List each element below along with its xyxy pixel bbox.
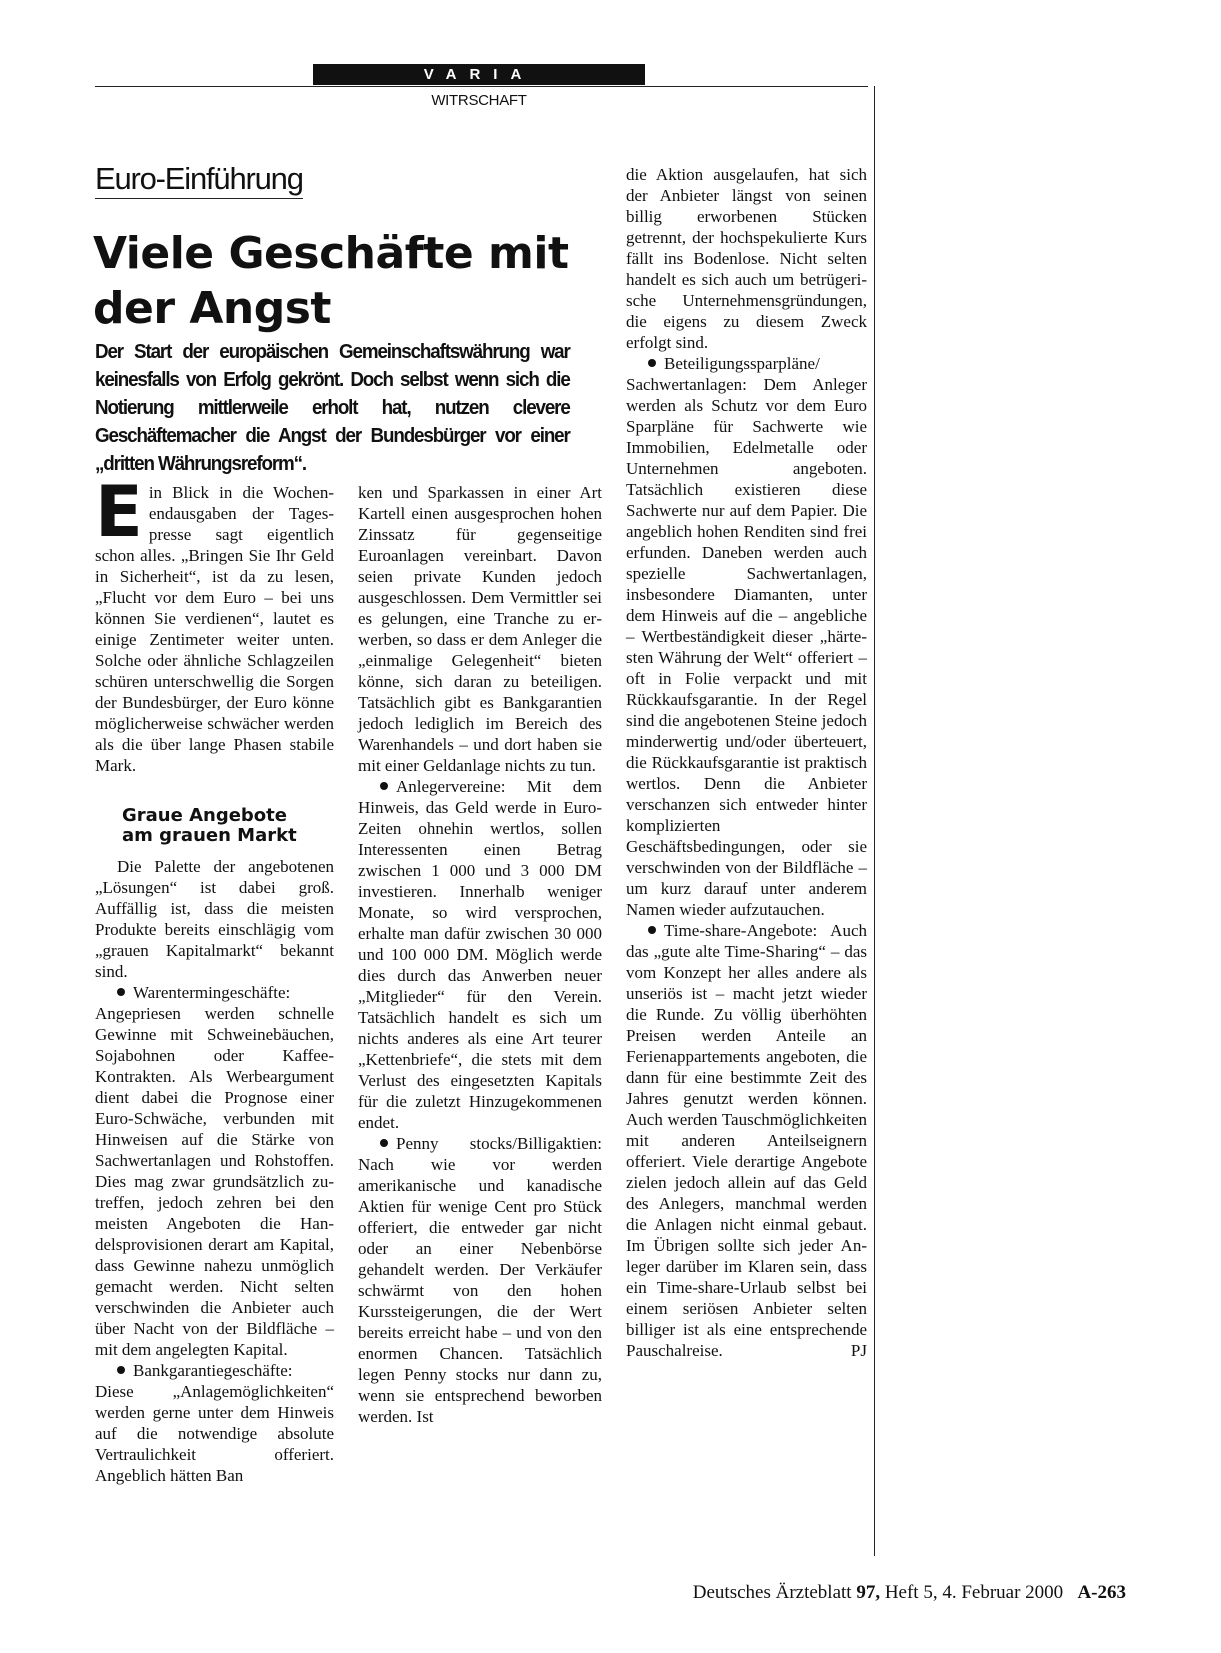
bullet-icon (648, 359, 656, 367)
bullet-icon (380, 782, 388, 790)
page-footer (656, 1582, 1126, 1604)
journal-name: Deutsches Ärzteblatt (692, 1582, 852, 1603)
subheading-line-1: Graue Angebote (122, 805, 287, 826)
article-lead: Der Start der europäischen Gemeinschaftswährung war keinesfalls von Erfolg gekrönt. Doch selbst wenn sich die Notierung mittlerweile erholt hat, nutzen clevere Geschäftemacher die Angst der Bundesbürger vor einer „dritten Währungsreform“. (95, 341, 570, 475)
headline-line-2: der Angst (93, 283, 331, 334)
text-column-2 (358, 482, 602, 1427)
bullet-icon (380, 1139, 388, 1147)
bullet-item (95, 982, 334, 1360)
paragraph: ken und Sparkassen in einer Art Kartell einen ausgesprochen hohen Zinssatz für gegenseitige Euroanlagen vereinbart. Davon seien private Kunden jedoch ausgeschlossen. Dem Vermittler sei es gelungen, eine Tranche zu erwerben, so dass er dem Anleger die „einmalige Gelegenheit“ bieten könne, sich daran zu beteiligen. Tatsächlich gibt es Bankgarantien jedoch lediglich im Bereich des Warenhandels – und dort haben sie mit einer Geldanlage nichts zu tun. (358, 483, 602, 775)
bullet-item (358, 1133, 602, 1427)
subheading-line-2: am grauen Markt (122, 825, 297, 846)
bullet-text: Warentermingeschäfte: Angepriesen werden schnelle Gewinne mit Schweinebäuchen, Sojabohnen oder Kaffee-Kontrakten. Als Werbeargument dient dabei die Prognose einer Euro-Schwäche, verbunden mit Hinweisen auf die Stärke von Sachwertanlagen und Rohstoffen. Dies mag zwar grundsätzlich zutreffen, jedoch zehren bei den meisten Angeboten die Handelsprovisionen derart am Kapital, dass Gewinne nahezu unmöglich gemacht werden. Nicht selten verschwinden die Anbieter auch über Nacht von der Bildfläche – mit dem angelegten Kapital. (95, 983, 334, 1359)
intro-text: in Blick in die Wochenendausgaben der Tagespresse sagt eigentlich schon alles. „Bringen Sie Ihr Geld in Sicherheit“, ist da zu lesen, „Flucht vor dem Euro – bei uns können Sie verdienen“, lautet es einige Zentimeter weiter unten. Solche oder ähnliche Schlagzeilen schüren unterschwellig die Sorgen der Bundesbürger, der Euro könne möglicherweise schwächer werden als die über lange Phasen stabile Mark. (95, 483, 334, 775)
bullet-text: Bankgarantiegeschäfte: Diese „Anlagemöglichkeiten“ werden gerne unter dem Hinweis auf die notwendige absolute Vertraulichkeit offeriert. Angeblich hätten Ban (95, 1361, 334, 1485)
text-column-3 (626, 164, 867, 1361)
journal-volume: 97, (856, 1582, 881, 1603)
column-rule (874, 86, 875, 1556)
section-band: VARIA (313, 64, 645, 85)
bullet-item (95, 1360, 334, 1486)
section-label: WITRSCHAFT (431, 92, 527, 109)
article-topic: Euro-Einführung (95, 162, 303, 199)
author-signature: PJ (850, 1341, 867, 1360)
header-rule (95, 86, 868, 87)
drop-cap: E (95, 471, 143, 553)
bullet-icon (648, 926, 656, 934)
bullet-text: Beteiligungssparpläne/ Sachwertanlagen: Dem Anleger werden als Schutz vor dem Euro Sparpläne für Sachwerte wie Immobilien, Edelmetalle oder Unternehmen angeboten. Tatsächlich existieren diese Sachwerte nur auf dem Papier. Die angeblich hohen Renditen sind frei erfunden. Daneben werden auch spezielle Sachwertanlagen, insbesondere Diamanten, unter dem Hinweis auf die – angebliche – Wertbeständigkeit dieser „härtesten Währung der Welt“ offeriert – oft in Folie verpackt und mit Rückkaufsgarantie. In der Regel sind die angebotenen Steine jedoch minderwertig und/oder überteuert, die Rückkaufsgarantie ist praktisch wertlos. Denn die Anbieter verschanzen sich entweder hinter komplizierten Geschäftsbedingungen, oder sie verschwinden von der Bildfläche – um kurz darauf unter anderem Namen wieder aufzutauchen. (626, 354, 867, 919)
headline-line-1: Viele Geschäfte mit (93, 228, 569, 279)
bullet-icon (117, 988, 125, 996)
bullet-item (626, 920, 867, 1361)
bullet-icon (117, 1366, 125, 1374)
bullet-text: Anlegervereine: Mit dem Hinweis, das Geld werde in Euro-Zeiten ohnehin wertlos, sollen Interessenten einen Betrag zwischen 1 000 und 3 000 DM investieren. Innerhalb weniger Monate, so wird versprochen, erhalte man dafür zwischen 30 000 und 100 000 DM. Möglich werde dies durch das Anwerben neuer „Mitglieder“ für den Verein. Tatsächlich handelt es sich um nichts anderes als eine Art teurer „Kettenbriefe“, die stets mit dem Verlust des eingesetzten Kapitals für die zuletzt Hinzugekommenen endet. (358, 777, 602, 1132)
paragraph: die Aktion ausgelaufen, hat sich der Anbieter längst von seinen billig erworbenen Stücken getrennt, der hochspekulierte Kurs fällt ins Bodenlose. Nicht selten handelt es sich auch um betrügerische Unternehmensgründungen, die eigens zu diesem Zweck erfolgt sind. (626, 165, 867, 352)
subheading (122, 806, 334, 846)
intro-paragraph (95, 471, 334, 776)
text-column-1 (95, 471, 334, 1486)
bullet-text: Penny stocks/Billigaktien: Nach wie vor werden amerikanische und kanadische Aktien für wenige Cent pro Stück offeriert, die entweder gar nicht oder an einer Nebenbörse gehandelt werden. Der Verkäufer schwärmt von den hohen Kurssteigerungen, die der Wert bereits erreicht habe – und von den enormen Chancen. Tatsächlich legen Penny stocks nur dann zu, wenn sie entsprechend beworben werden. Ist (358, 1134, 602, 1426)
bullet-item (626, 353, 867, 920)
page-number: A-263 (1077, 1582, 1126, 1603)
issue-info: Heft 5, 4. Februar 2000 (884, 1582, 1064, 1603)
bullet-item (358, 776, 602, 1133)
bullet-text: Time-share-Angebote: Auch das „gute alte Time-Sharing“ – das vom Konzept her alles andere als unseriös ist – macht jetzt wieder die Runde. Zu völlig überhöhten Preisen werden Anteile an Ferienappartements angeboten, die dann für eine bestimmte Zeit des Jahres genutzt werden können. Auch werden Tauschmöglichkeiten mit anderen Anteilseignern offeriert. Viele derartige Angebote zielen jedoch allein auf das Geld des Anlegers, manchmal werden die Anlagen nicht einmal gebaut. Im Übrigen sollte sich jeder Anleger darüber im Klaren sein, dass ein Time-share-Urlaub selbst bei einem seriösen Anbieter selten billiger ist als eine entsprechende Pauschalreise. (626, 921, 867, 1360)
article-headline (93, 226, 613, 336)
paragraph: Die Palette der angebotenen „Lösungen“ ist dabei groß. Auffällig ist, dass die meisten Produkte bereits einschlägig vom „grauen Kapitalmarkt“ bekannt sind. (95, 857, 334, 981)
